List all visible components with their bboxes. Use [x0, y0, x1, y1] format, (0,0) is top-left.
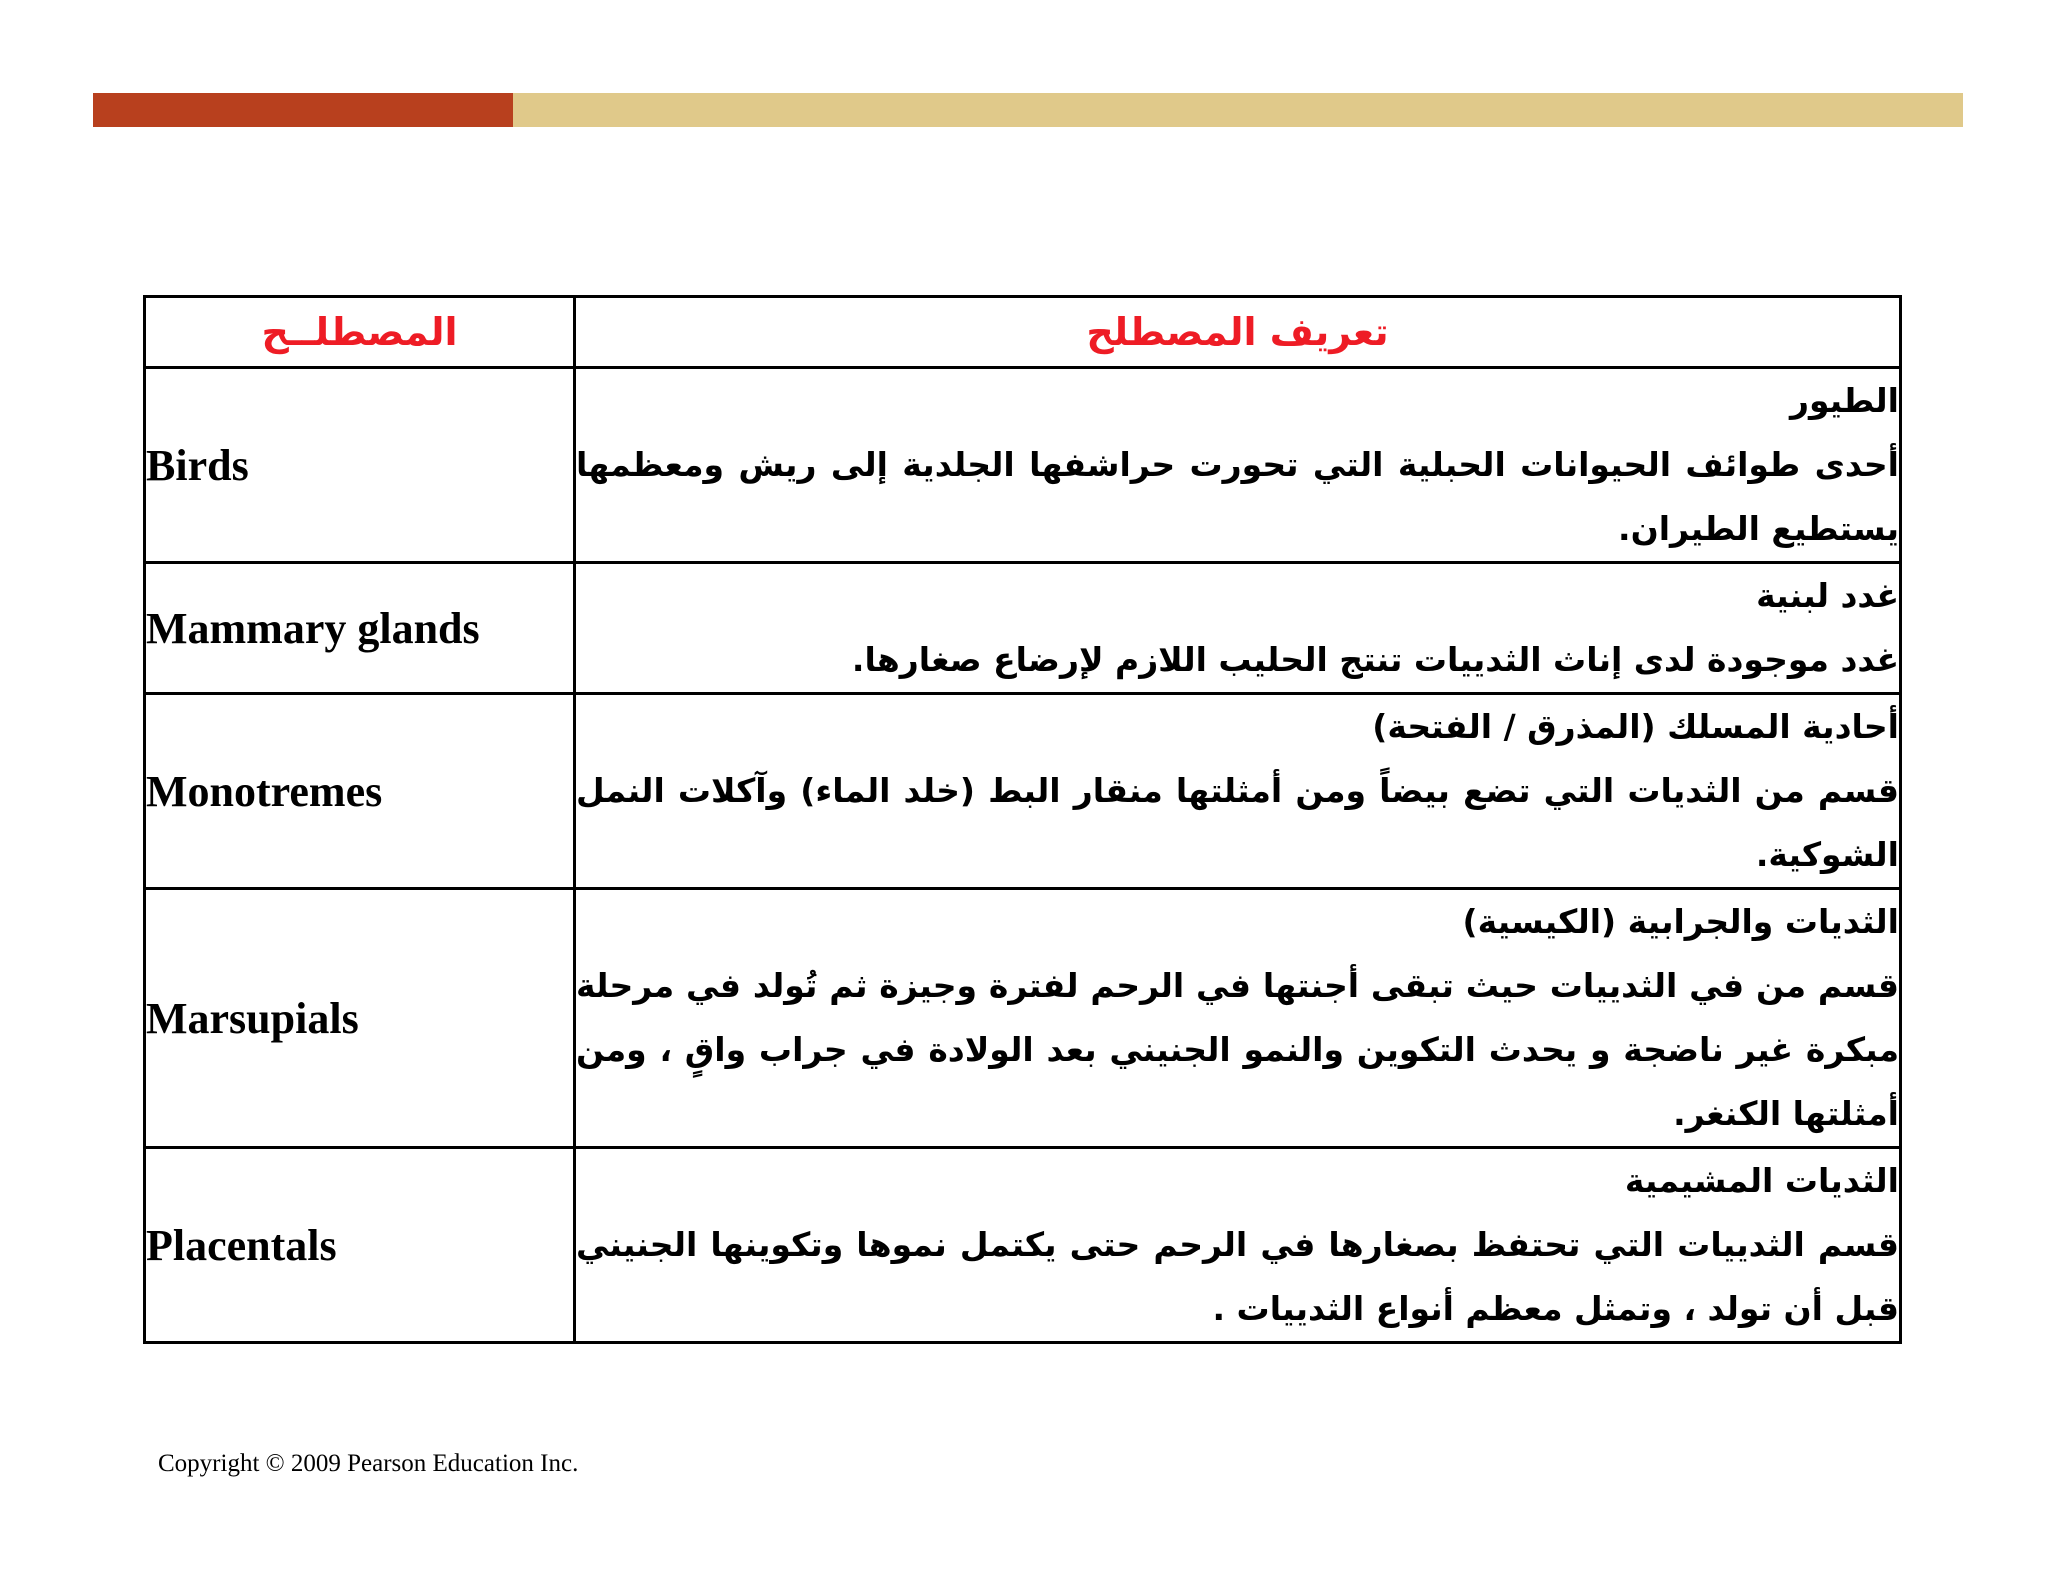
term-cell: Monotremes: [145, 694, 575, 889]
definition-title: الثديات والجرابية (الكيسية): [1462, 902, 1899, 941]
definition-cell: [575, 889, 1901, 1148]
header-definition: تعريف المصطلح: [575, 297, 1901, 368]
definition-text: قسم الثدييات التي تحتفظ بصغارها في الرحم حتى يكتمل نموها وتكوينها الجنيني قبل أن تولد ، وتمثل معظم أنواع الثدييات .: [576, 1225, 1899, 1328]
table-row-birds: [145, 368, 1901, 563]
header-term: المصطلــح: [145, 297, 575, 368]
definition-cell: [575, 563, 1901, 694]
definition-text: قسم من الثديات التي تضع بيضاً ومن أمثلتها منقار البط (خلد الماء) وآكلات النمل الشوكية.: [576, 771, 1899, 874]
table-row-mammary-glands: [145, 563, 1901, 694]
definition-title: الطيور: [1789, 381, 1899, 420]
definition-title: غدد لبنية: [1756, 576, 1899, 615]
table-row-monotremes: [145, 694, 1901, 889]
top-bar-main-segment: [513, 93, 1963, 127]
definition-cell: [575, 694, 1901, 889]
glossary-table: [143, 295, 1902, 1344]
term-cell: Mammary glands: [145, 563, 575, 694]
decorative-top-bar: [93, 93, 1963, 127]
definition-title: الثديات المشيمية: [1624, 1161, 1899, 1200]
term-cell: Birds: [145, 368, 575, 563]
definition-cell: [575, 1148, 1901, 1343]
definition-text: أحدى طوائف الحيوانات الحبلية التي تحورت حراشفها الجلدية إلى ريش ومعظمها يستطيع الطيران.: [576, 445, 1899, 548]
term-cell: Marsupials: [145, 889, 575, 1148]
definition-text: قسم من في الثدييات حيث تبقى أجنتها في الرحم لفترة وجيزة ثم تُولد في مرحلة مبكرة غير ناضجة و يحدث التكوين والنمو الجنيني بعد الولادة في جراب واقٍ ، ومن أمثلتها الكنغر.: [576, 966, 1899, 1133]
term-cell: Placentals: [145, 1148, 575, 1343]
table-row-marsupials: [145, 889, 1901, 1148]
definition-text: غدد موجودة لدى إناث الثدييات تنتج الحليب اللازم لإرضاع صغارها.: [851, 640, 1899, 679]
copyright-notice: Copyright © 2009 Pearson Education Inc.: [158, 1450, 579, 1477]
top-bar-accent-segment: [93, 93, 513, 127]
definition-title: أحادية المسلك (المذرق / الفتحة): [1372, 707, 1899, 746]
table-row-placentals: [145, 1148, 1901, 1343]
definition-cell: [575, 368, 1901, 563]
table-header-row: [145, 297, 1901, 368]
